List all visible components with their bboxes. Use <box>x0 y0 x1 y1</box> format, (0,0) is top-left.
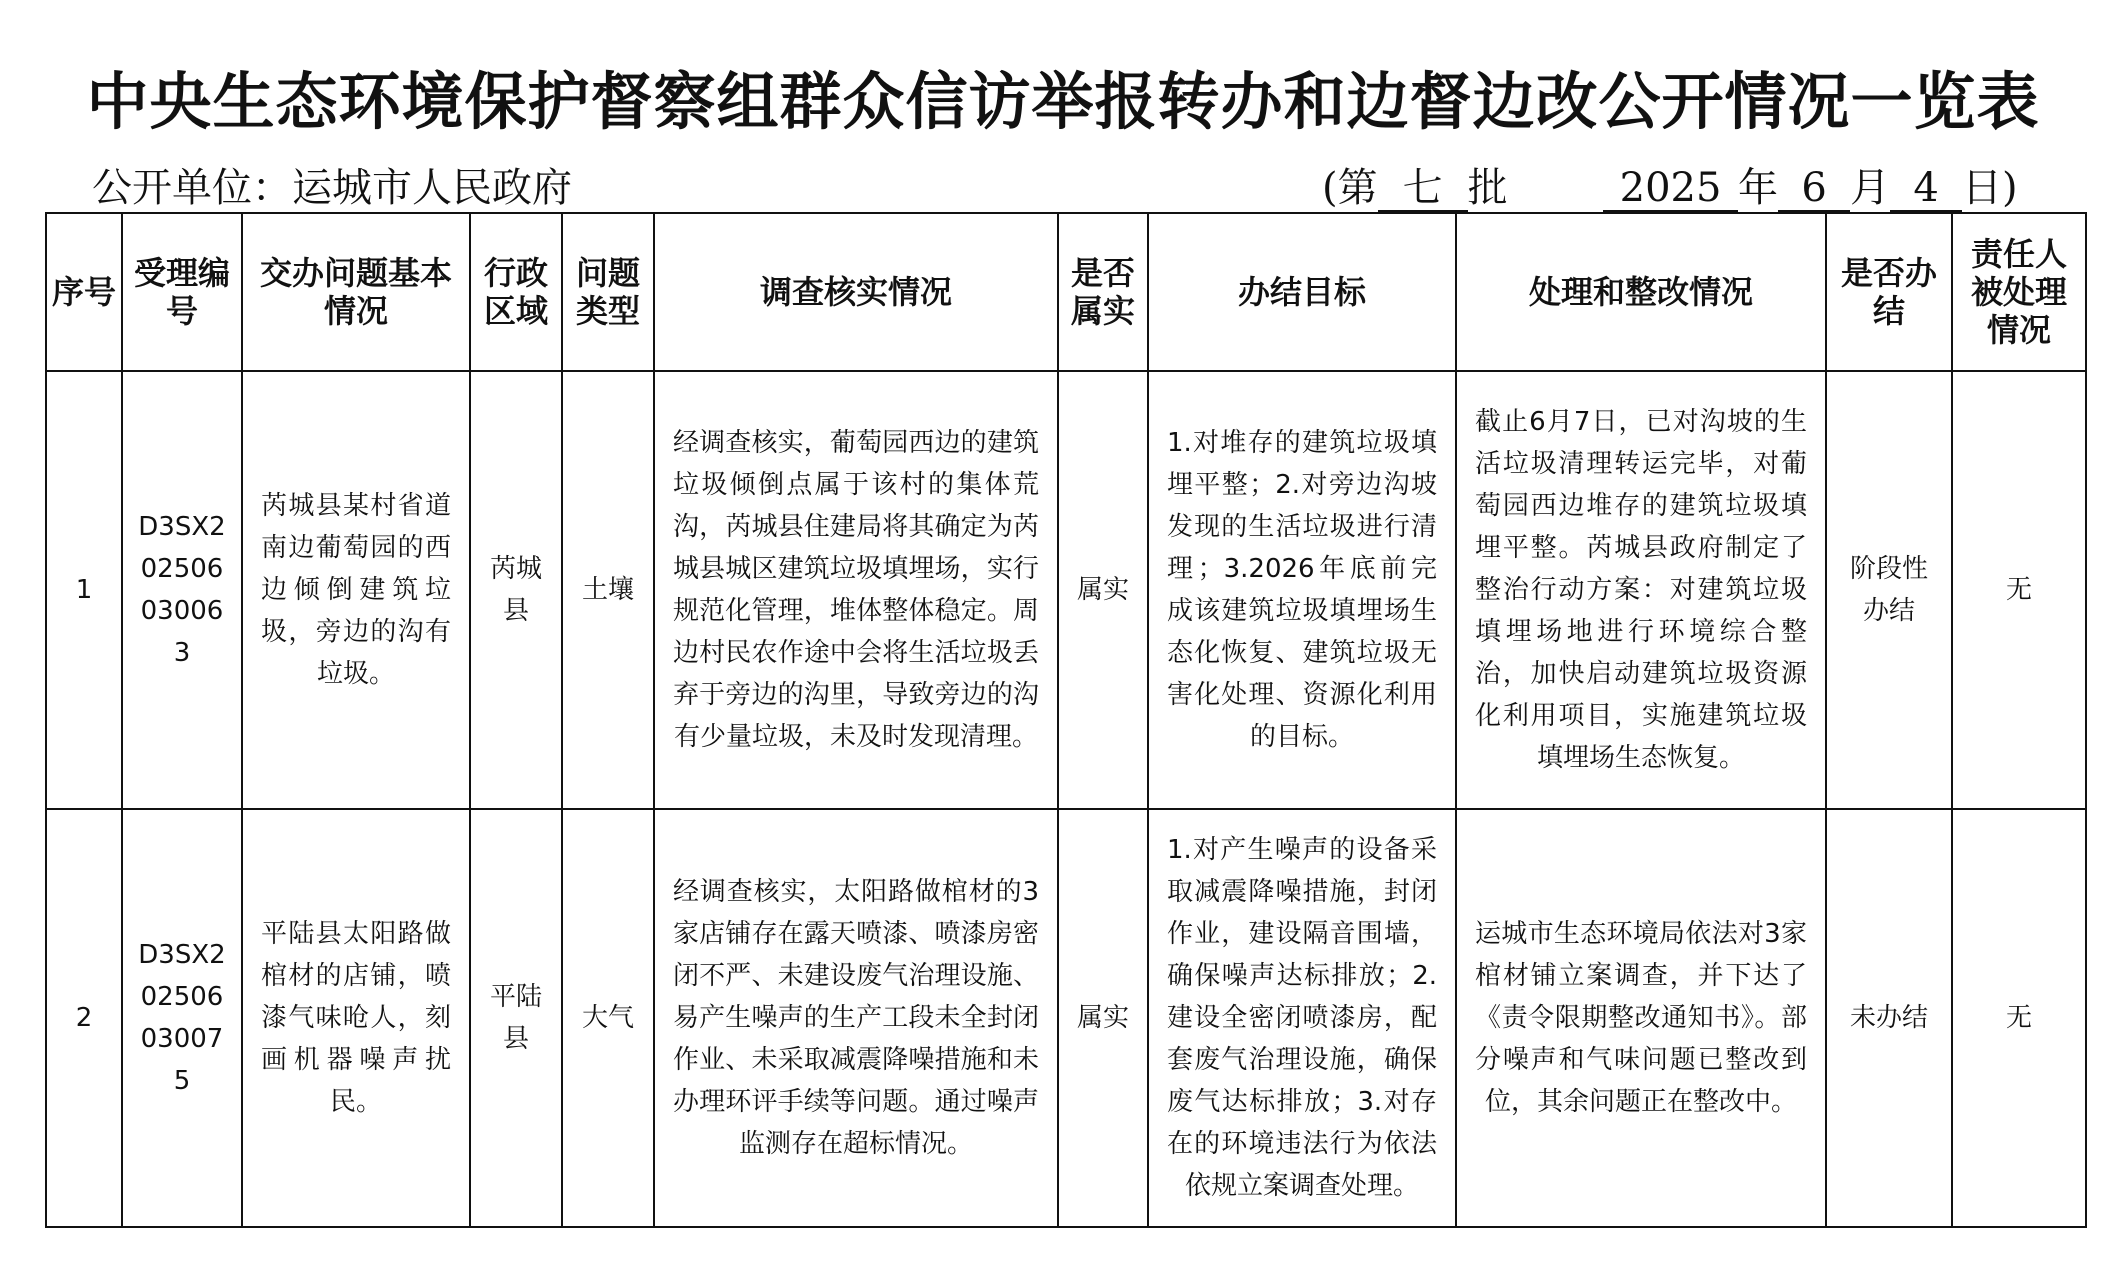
header-investigation: 调查核实情况 <box>654 213 1058 371</box>
cell-investigation: 经调查核实，太阳路做棺材的3家店铺存在露天喷漆、喷漆房密闭不严、未建设废气治理设施、易产生噪声的生产工段未全封闭作业、未采取减震降噪措施和未办理环评手续等问题。通过噪声监测存在超标情况。 <box>654 809 1058 1227</box>
cell-region: 平陆县 <box>470 809 562 1227</box>
year-word: 年 <box>1738 165 1779 211</box>
header-goal: 办结目标 <box>1148 213 1456 371</box>
cell-verified: 属实 <box>1058 371 1148 809</box>
batch-word: 批 <box>1467 165 1508 211</box>
header-verified: 是否属实 <box>1058 213 1148 371</box>
table-row <box>46 371 2086 809</box>
batch-month: 6 <box>1778 166 1850 212</box>
table-row <box>46 809 2086 1227</box>
cell-region: 芮城县 <box>470 371 562 809</box>
table-header-row <box>46 213 2086 371</box>
publishing-unit: 公开单位：运城市人民政府 <box>92 165 572 211</box>
cell-type: 土壤 <box>562 371 654 809</box>
cell-issue: 芮城县某村省道南边葡萄园的西边倾倒建筑垃圾，旁边的沟有垃圾。 <box>242 371 470 809</box>
header-issue: 交办问题基本情况 <box>242 213 470 371</box>
cell-issue: 平陆县太阳路做棺材的店铺，喷漆气味呛人，刻画机器噪声扰民。 <box>242 809 470 1227</box>
header-closed: 是否办结 <box>1826 213 1952 371</box>
header-type: 问题类型 <box>562 213 654 371</box>
cell-accountability: 无 <box>1952 809 2086 1227</box>
petition-table <box>45 212 2087 1228</box>
batch-day: 4 <box>1890 166 1962 212</box>
header-case-no: 受理编号 <box>122 213 242 371</box>
cell-goal: 1.对产生噪声的设备采取减震降噪措施，封闭作业，建设隔音围墙，确保噪声达标排放；2.建设全密闭喷漆房，配套废气治理设施，确保废气达标排放；3.对存在的环境违法行为依法依规立案调查处理。 <box>1148 809 1456 1227</box>
cell-closed: 阶段性办结 <box>1826 371 1952 809</box>
batch-date-line <box>1322 156 2018 213</box>
cell-closed: 未办结 <box>1826 809 1952 1227</box>
day-word: 日) <box>1962 165 2018 211</box>
cell-case-no: D3SX202506030063 <box>122 371 242 809</box>
cell-case-no: D3SX202506030075 <box>122 809 242 1227</box>
cell-goal: 1.对堆存的建筑垃圾填埋平整；2.对旁边沟坡发现的生活垃圾进行清理；3.2026年底前完成该建筑垃圾填埋场生态化恢复、建筑垃圾无害化处理、资源化利用的目标。 <box>1148 371 1456 809</box>
batch-year: 2025 <box>1603 166 1738 212</box>
cell-handling: 截止6月7日，已对沟坡的生活垃圾清理转运完毕，对葡萄园西边堆存的建筑垃圾填埋平整。芮城县政府制定了整治行动方案：对建筑垃圾填埋场地进行环境综合整治，加快启动建筑垃圾资源化利用项目，实施建筑垃圾填埋场生态恢复。 <box>1456 371 1826 809</box>
cell-accountability: 无 <box>1952 371 2086 809</box>
header-region: 行政区域 <box>470 213 562 371</box>
header-accountability: 责任人被处理情况 <box>1952 213 2086 371</box>
month-word: 月 <box>1850 165 1891 211</box>
header-seq: 序号 <box>46 213 122 371</box>
cell-investigation: 经调查核实，葡萄园西边的建筑垃圾倾倒点属于该村的集体荒沟，芮城县住建局将其确定为芮城县城区建筑垃圾填埋场，实行规范化管理，堆体整体稳定。周边村民农作途中会将生活垃圾丢弃于旁边的沟里，导致旁边的沟有少量垃圾，未及时发现清理。 <box>654 371 1058 809</box>
batch-prefix: (第 <box>1322 165 1378 211</box>
batch-number: 七 <box>1378 166 1468 212</box>
cell-handling: 运城市生态环境局依法对3家棺材铺立案调查，并下达了《责令限期整改通知书》。部分噪声和气味问题已整改到位，其余问题正在整改中。 <box>1456 809 1826 1227</box>
cell-seq: 2 <box>46 809 122 1227</box>
cell-verified: 属实 <box>1058 809 1148 1227</box>
cell-type: 大气 <box>562 809 654 1227</box>
cell-seq: 1 <box>46 371 122 809</box>
header-handling: 处理和整改情况 <box>1456 213 1826 371</box>
page-title: 中央生态环境保护督察组群众信访举报转办和边督边改公开情况一览表 <box>86 65 2040 138</box>
